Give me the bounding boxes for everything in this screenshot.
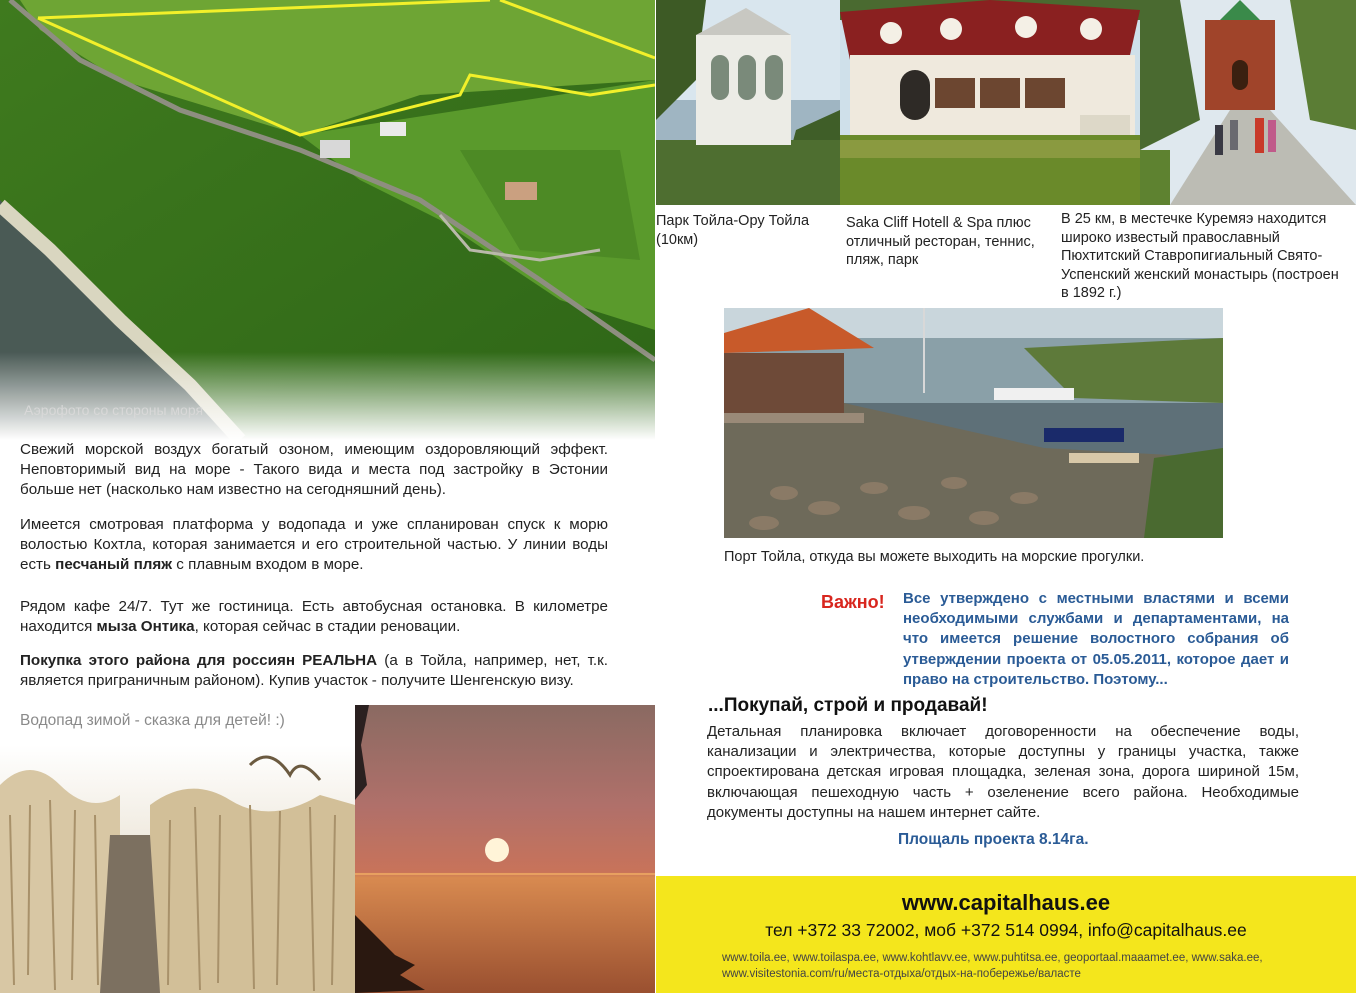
planning-details: Детальная планировка включает договоренности на обеспечение воды, канализации и электричества, которые доступны у границы участка, также спроектирована детская игровая площадка, зеленая зона, дорога шириной 15м, включающая пешеходную часть + озеленение всего района. Необходимые документы доступны на нашем интернет сайте. — [707, 723, 1299, 821]
paragraph-platform — [20, 515, 608, 575]
paragraph-purchase — [20, 651, 608, 691]
saka-hotel-photo — [840, 0, 1140, 205]
paragraph-text: , которая сейчас в стадии реновации. — [194, 618, 461, 635]
monastery-photo — [1140, 0, 1356, 205]
paragraph-text: Рядом кафе 24/7. Тут же гостиница. Есть автобусная остановка. В километре находится — [20, 598, 608, 635]
paragraph-sea-air: Свежий морской воздух богатый озоном, имеющим оздоровляющий эффект. Неповторимый вид на море - Такого вида и места под застройку в Эстонии больше нет (насколько нам известно на сегодняшний день). — [20, 441, 608, 498]
toila-port-photo — [724, 308, 1223, 538]
contact-footer — [656, 876, 1356, 993]
important-label: Важно! — [821, 592, 885, 612]
website-link[interactable]: www.capitalhaus.ee — [901, 890, 1111, 915]
frozen-waterfall-photo — [0, 745, 355, 993]
slogan-heading: ...Покупай, строй и продавай! — [708, 695, 988, 716]
important-text: Все утверждено с местными властями и всеми необходимыми службами и департаментами, на что имеется решение волостного собрания об утверждении проекта от 05.05.2011, которое дает и право на строительство. Поэтому... — [903, 590, 1289, 688]
paragraph-text: с плавным входом в море. — [172, 556, 364, 573]
bold-sand-beach: песчаный пляж — [55, 556, 173, 573]
reference-links[interactable]: www.toila.ee, www.toilaspa.ee, www.kohtlavv.ee, www.puhtitsa.ee, geoportaal.maaamet.ee, www.saka.ee, www.visitestonia.com/ru/места-отдыха/отдых-на-побережье/валасте — [722, 952, 1263, 980]
paragraph-text: Имеется смотровая платформа у водопада и уже спланирован спуск к морю волостью Кохтла, которая занимается и его строительной частью. У линии воды есть — [20, 516, 608, 573]
project-area: Площаль проекта 8.14га. — [898, 831, 1089, 848]
paragraph-text: (а в Тойла, например, нет, т.к. является приграничным районом). Купив участок - получите Шенгенскую визу. — [20, 652, 609, 689]
bold-ontika-manor: мыза Онтика — [96, 618, 195, 635]
sunset-photo — [355, 705, 655, 993]
caption-monastery: В 25 км, в местечке Куремяэ находится широко известый православный Пюхтитский Ставропигиальный Свято-Успенский женский монастырь (построен в 1892 г.) — [1061, 211, 1339, 301]
paragraph-amenities — [20, 597, 608, 637]
port-caption: Порт Тойла, откуда вы можете выходить на морские прогулки. — [724, 549, 1145, 565]
caption-saka-hotel: Saka Cliff Hotell & Spa плюс отличный ресторан, теннис, пляж, парк — [846, 215, 1035, 268]
park-gazebo-photo — [656, 0, 840, 205]
aerial-photo-caption: Аэрофото со стороны моря — [24, 402, 204, 418]
aerial-photo — [0, 0, 655, 440]
contact-line: тел +372 33 72002, моб +372 514 0994, info@capitalhaus.ee — [765, 920, 1247, 940]
bold-purchase-real: Покупка этого района для россиян РЕАЛЬНА — [20, 652, 378, 669]
caption-toila-oru-park: Парк Тойла-Ору Тойла (10км) — [656, 213, 810, 248]
waterfall-caption: Водопад зимой - сказка для детей! :) — [20, 712, 285, 729]
